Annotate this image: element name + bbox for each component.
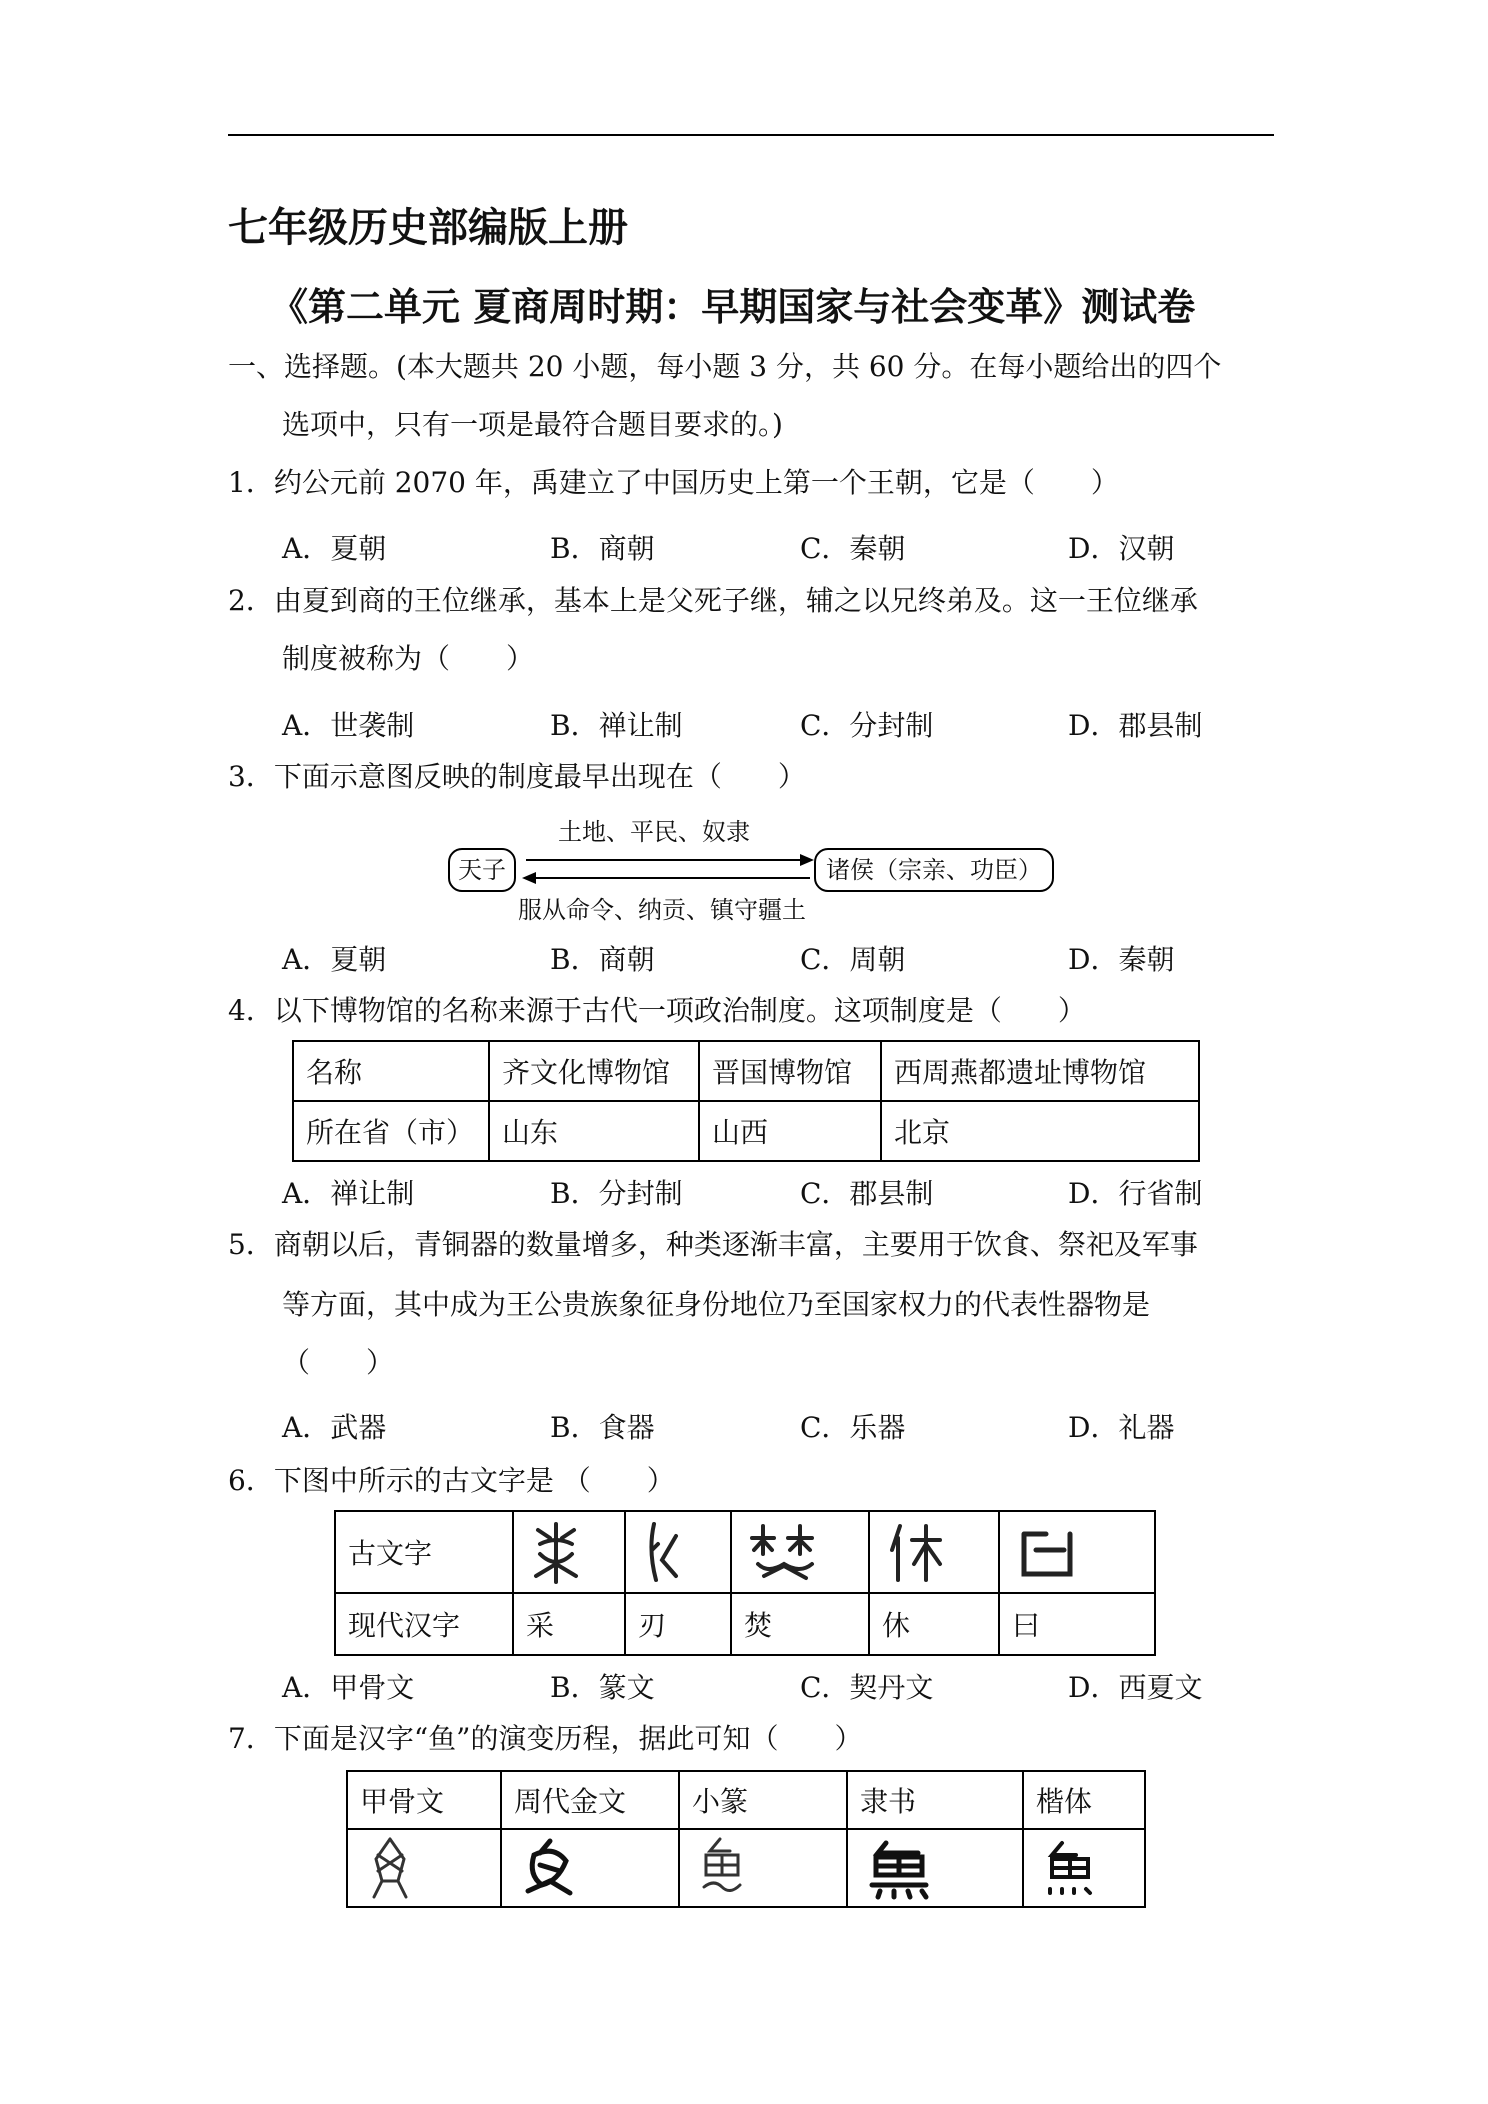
table-header-row: [293, 1041, 1199, 1101]
option-a[interactable]: A．夏朝: [282, 943, 387, 976]
diagram-box-zhuhou: 诸侯（宗亲、功臣）: [814, 848, 1054, 892]
table-cell: 名称: [293, 1041, 489, 1101]
option-c[interactable]: C．分封制: [800, 709, 934, 742]
option-d[interactable]: D．汉朝: [1068, 532, 1175, 565]
option-d[interactable]: D．西夏文: [1068, 1671, 1203, 1704]
oracle-glyph-cell: [999, 1511, 1155, 1593]
table-cell: 休: [869, 1593, 999, 1655]
table-row: [347, 1829, 1145, 1907]
table-cell: 楷体: [1023, 1771, 1145, 1829]
option-c[interactable]: C．秦朝: [800, 532, 906, 565]
section-instruction-line2: 选项中，只有一项是最符合题目要求的。): [282, 408, 783, 441]
header-rule: [228, 134, 1274, 136]
diagram-box-tianzi: 天子: [448, 848, 516, 892]
question-3-options: [282, 938, 1232, 976]
table-cell: 山西: [699, 1101, 881, 1161]
question-4-options: [282, 1172, 1232, 1210]
question-3-stem: 3．下面示意图反映的制度最早出现在（ ）: [228, 760, 806, 793]
table-cell: 小篆: [679, 1771, 847, 1829]
option-d[interactable]: D．礼器: [1068, 1411, 1175, 1444]
option-d[interactable]: D．秦朝: [1068, 943, 1175, 976]
museum-table: [292, 1040, 1200, 1162]
oracle-glyph-ren: [638, 1520, 694, 1584]
question-5-stem-line3: （ ）: [282, 1346, 395, 1379]
oracle-glyph-cell: [869, 1511, 999, 1593]
table-cell: 所在省（市）: [293, 1101, 489, 1161]
question-6-stem: 6．下图中所示的古文字是 （ ）: [228, 1464, 675, 1497]
diagram-bottom-label: 服从命令、纳贡、镇守疆土: [518, 896, 806, 924]
table-cell: 现代汉字: [335, 1593, 513, 1655]
table-cell: 山东: [489, 1101, 699, 1161]
option-b[interactable]: B．商朝: [550, 943, 655, 976]
fish-seal-glyph: [692, 1835, 752, 1901]
option-d[interactable]: D．行省制: [1068, 1177, 1203, 1210]
option-b[interactable]: B．分封制: [550, 1177, 683, 1210]
option-a[interactable]: A．世袭制: [282, 709, 415, 742]
arrow-left-head: [522, 872, 536, 884]
page-subtitle: 《第二单元 夏商周时期：早期国家与社会变革》测试卷: [270, 285, 1196, 329]
fish-clerical-glyph: [860, 1835, 940, 1901]
fish-glyph-cell: [347, 1829, 501, 1907]
question-6-options: [282, 1666, 1232, 1704]
table-row: [335, 1593, 1155, 1655]
fish-bronze-glyph: [514, 1835, 584, 1901]
table-cell: 隶书: [847, 1771, 1023, 1829]
question-5-options: [282, 1406, 1232, 1444]
ancient-script-table: [334, 1510, 1156, 1656]
fish-glyph-cell: [847, 1829, 1023, 1907]
option-c[interactable]: C．周朝: [800, 943, 906, 976]
option-a[interactable]: A．武器: [282, 1411, 387, 1444]
question-5-stem-line1: 5．商朝以后，青铜器的数量增多，种类逐渐丰富，主要用于饮食、祭祀及军事: [228, 1228, 1198, 1261]
oracle-glyph-fen: [744, 1520, 824, 1584]
fish-glyph-cell: [679, 1829, 847, 1907]
oracle-glyph-yue: [1012, 1520, 1082, 1584]
table-header-row: [347, 1771, 1145, 1829]
diagram-arrows: [518, 848, 818, 892]
table-cell: 周代金文: [501, 1771, 679, 1829]
option-c[interactable]: C．郡县制: [800, 1177, 934, 1210]
table-cell: 齐文化博物馆: [489, 1041, 699, 1101]
table-row: [335, 1511, 1155, 1593]
question-2-stem-line1: 2．由夏到商的王位继承，基本上是父死子继，辅之以兄终弟及。这一王位继承: [228, 584, 1198, 617]
oracle-glyph-xiu: [882, 1520, 952, 1584]
option-b[interactable]: B．商朝: [550, 532, 655, 565]
diagram-top-label: 土地、平民、奴隶: [558, 818, 750, 846]
table-cell: 甲骨文: [347, 1771, 501, 1829]
option-c[interactable]: C．契丹文: [800, 1671, 934, 1704]
question-2-stem-line2: 制度被称为（ ）: [282, 642, 535, 675]
option-b[interactable]: B．篆文: [550, 1671, 655, 1704]
option-b[interactable]: B．禅让制: [550, 709, 683, 742]
option-d[interactable]: D．郡县制: [1068, 709, 1203, 742]
option-a[interactable]: A．禅让制: [282, 1177, 415, 1210]
arrow-right-head: [800, 854, 814, 866]
table-cell: 古文字: [335, 1511, 513, 1593]
table-cell: 曰: [999, 1593, 1155, 1655]
fish-evolution-table: [346, 1770, 1146, 1908]
question-1-stem: 1．约公元前 2070 年，禹建立了中国历史上第一个王朝，它是（ ）: [228, 466, 1119, 499]
option-b[interactable]: B．食器: [550, 1411, 655, 1444]
table-cell: 刃: [625, 1593, 731, 1655]
question-5-stem-line2: 等方面，其中成为王公贵族象征身份地位乃至国家权力的代表性器物是: [282, 1288, 1151, 1321]
table-row: [293, 1101, 1199, 1161]
fish-oracle-glyph: [360, 1835, 420, 1901]
question-4-stem: 4．以下博物馆的名称来源于古代一项政治制度。这项制度是（ ）: [228, 994, 1086, 1027]
section-instruction-line1: 一、选择题。(本大题共 20 小题，每小题 3 分，共 60 分。在每小题给出的四个: [228, 350, 1222, 383]
option-a[interactable]: A．夏朝: [282, 532, 387, 565]
fish-glyph-cell: [501, 1829, 679, 1907]
table-cell: 晋国博物馆: [699, 1041, 881, 1101]
page-title: 七年级历史部编版上册: [228, 205, 628, 251]
oracle-glyph-cai: [526, 1520, 586, 1584]
oracle-glyph-cell: [731, 1511, 869, 1593]
fish-glyph-cell: [1023, 1829, 1145, 1907]
question-2-options: [282, 704, 1232, 742]
fish-regular-glyph: [1036, 1835, 1106, 1901]
option-a[interactable]: A．甲骨文: [282, 1671, 415, 1704]
table-cell: 采: [513, 1593, 625, 1655]
question-7-stem: 7．下面是汉字“鱼”的演变历程，据此可知（ ）: [228, 1722, 863, 1755]
table-cell: 西周燕都遗址博物馆: [881, 1041, 1199, 1101]
question-1-options: [282, 527, 1232, 565]
oracle-glyph-cell: [513, 1511, 625, 1593]
oracle-glyph-cell: [625, 1511, 731, 1593]
option-c[interactable]: C．乐器: [800, 1411, 906, 1444]
table-cell: 北京: [881, 1101, 1199, 1161]
enfeoffment-diagram: [440, 810, 1060, 924]
table-cell: 焚: [731, 1593, 869, 1655]
